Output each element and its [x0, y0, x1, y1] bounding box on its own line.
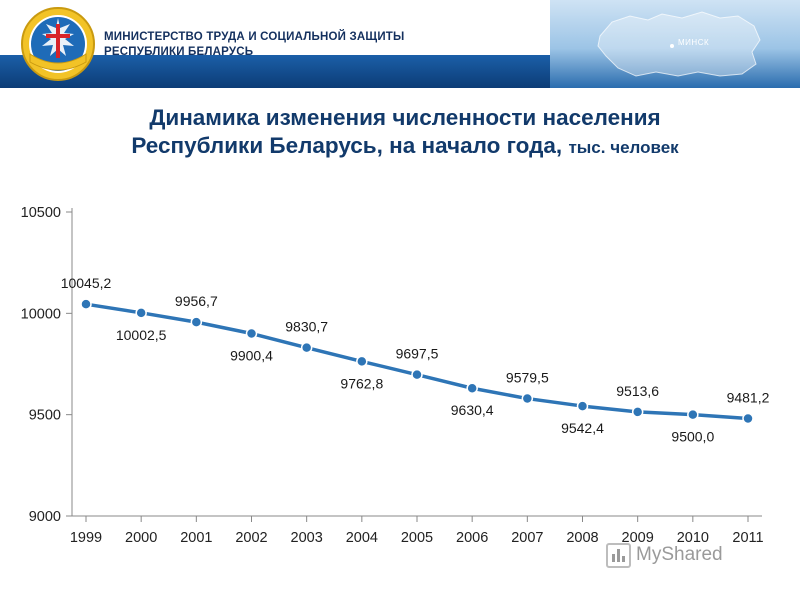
- minsk-dot-icon: [670, 44, 674, 48]
- svg-text:10045,2: 10045,2: [60, 275, 112, 292]
- svg-text:10002,5: 10002,5: [115, 326, 167, 343]
- svg-text:9697,5: 9697,5: [395, 345, 439, 362]
- map-city-label: МИНСК: [678, 38, 710, 47]
- svg-text:9579,5: 9579,5: [505, 369, 549, 386]
- svg-text:2006: 2006: [456, 530, 489, 546]
- chart-canvas: [0, 186, 800, 566]
- svg-text:2009: 2009: [621, 530, 654, 546]
- svg-text:2008: 2008: [566, 530, 599, 546]
- svg-text:9000: 9000: [28, 509, 61, 525]
- svg-text:2000: 2000: [125, 530, 158, 546]
- watermark-label: MyShared: [636, 544, 723, 565]
- svg-text:2001: 2001: [180, 530, 213, 546]
- belarus-map-panel: [550, 0, 800, 88]
- svg-text:1999: 1999: [69, 530, 103, 546]
- slide-header: [0, 0, 800, 88]
- svg-text:9542,4: 9542,4: [561, 420, 604, 437]
- population-line-chart: [0, 186, 800, 566]
- watermark: [604, 540, 794, 574]
- svg-text:9830,7: 9830,7: [285, 318, 329, 335]
- ministry-title-line2: РЕСПУБЛИКИ БЕЛАРУСЬ: [104, 46, 254, 58]
- svg-text:9500: 9500: [28, 407, 61, 424]
- svg-text:9481,2: 9481,2: [726, 389, 770, 406]
- svg-text:9762,8: 9762,8: [340, 375, 384, 392]
- svg-text:2004: 2004: [345, 530, 378, 546]
- svg-text:2003: 2003: [290, 530, 323, 546]
- svg-text:2007: 2007: [511, 530, 544, 546]
- page-title: [60, 104, 750, 162]
- svg-text:9500,0: 9500,0: [671, 428, 715, 445]
- svg-text:10500: 10500: [20, 205, 61, 221]
- page-title-line2: Республики Беларусь, на начало года,: [131, 133, 563, 158]
- ministry-title-line1: МИНИСТЕРСТВО ТРУДА И СОЦИАЛЬНОЙ ЗАЩИТЫ: [104, 31, 405, 43]
- svg-text:2011: 2011: [732, 530, 764, 546]
- svg-text:2005: 2005: [400, 530, 434, 546]
- ministry-title: [104, 30, 524, 60]
- chart-icon: [606, 543, 631, 568]
- svg-text:2010: 2010: [676, 530, 709, 546]
- page-title-units: тыс. человек: [568, 138, 679, 157]
- svg-text:9956,7: 9956,7: [174, 293, 218, 310]
- svg-text:10000: 10000: [20, 306, 61, 323]
- page-title-line1: Динамика изменения численности населения: [149, 105, 661, 130]
- svg-text:9513,6: 9513,6: [616, 382, 660, 399]
- svg-text:9900,4: 9900,4: [230, 347, 273, 364]
- belarus-coat-of-arms-icon: [20, 6, 96, 82]
- svg-text:2002: 2002: [235, 530, 268, 546]
- svg-text:9630,4: 9630,4: [450, 402, 494, 419]
